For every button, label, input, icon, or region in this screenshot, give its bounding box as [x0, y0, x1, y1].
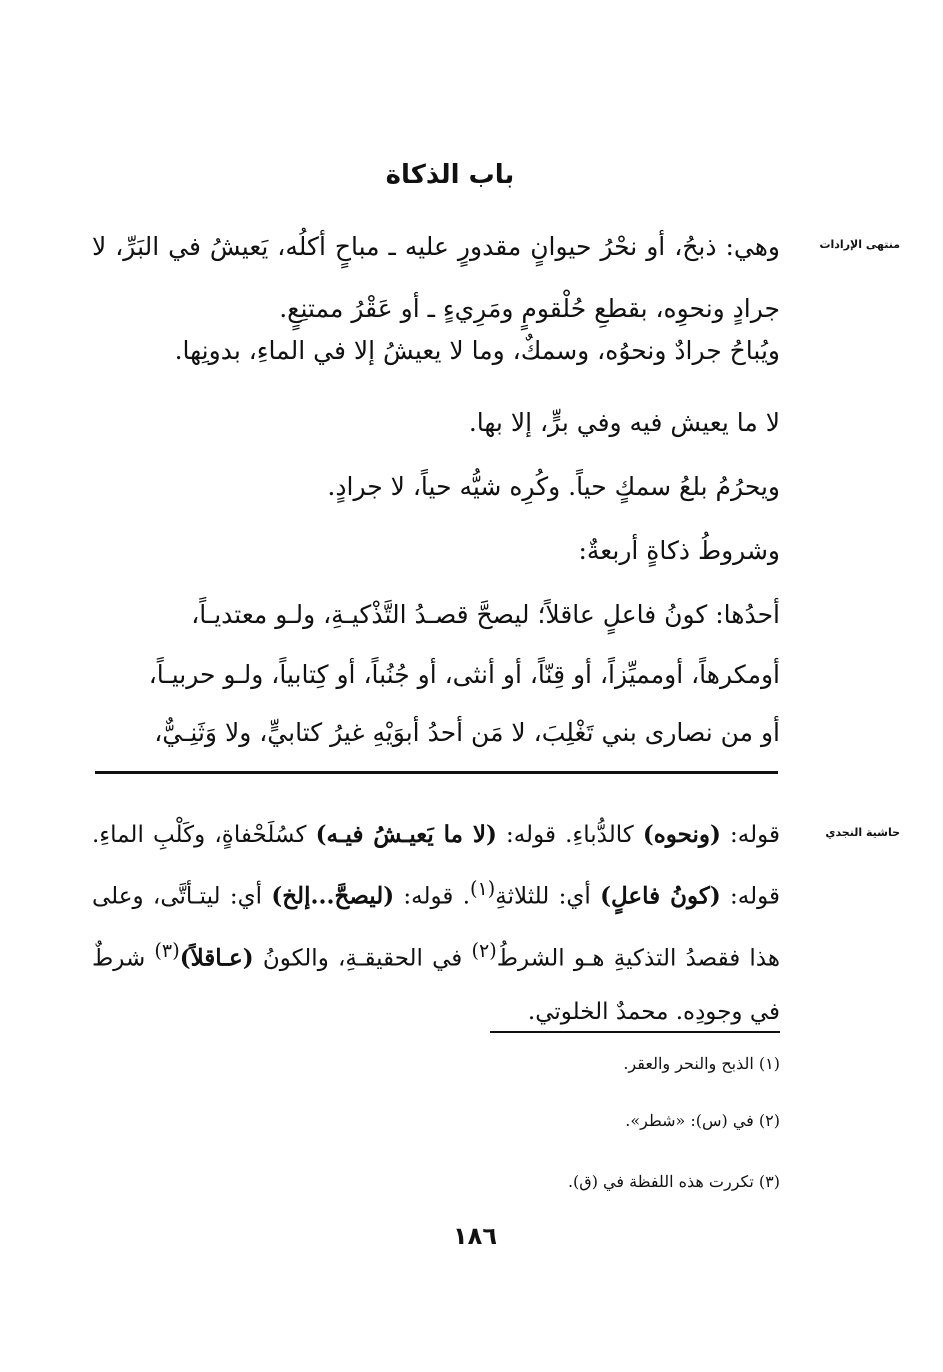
commentary-text: قوله: [720, 822, 780, 848]
commentary-lemma: (ونحوه) [642, 821, 721, 848]
main-paragraph-definition [92, 216, 780, 340]
footnote-1: (١) الذبح والنحر والعقر. [623, 1054, 780, 1073]
commentary-lemma: (عـاقلاً) [179, 944, 254, 972]
main-line-nasara: أو من نصارى بني تَغْلِبَ، لا مَن أحدُ أبوَيْهِ غيرُ كتابيٍّ، ولا وَثَنِـيٌّ، [154, 718, 780, 747]
commentary-text: شرطٌ في وجودِه. محمدٌ الخلوتي. [92, 945, 780, 1026]
main-commentary-separator [95, 771, 778, 774]
commentary-lemma: (لا ما يَعيـشُ فيـه) [315, 821, 497, 848]
commentary-text: في الحقيقـةِ، والكونُ [253, 945, 472, 972]
side-label-najdi: حاشية النجدي [825, 826, 900, 839]
commentary-text: كسُلَحْفاةٍ، وكَلْبِ الماءِ. قوله: [92, 822, 780, 910]
footnote-ref-2: (٢) [471, 938, 497, 962]
page-number: ١٨٦ [453, 1222, 497, 1250]
commentary-text: كالدُّباءِ. قوله: [496, 822, 643, 848]
footnote-2: (٢) في (س): «شطر». [625, 1111, 780, 1130]
side-label-muntaha: منتهى الإرادات [819, 238, 900, 251]
footnote-separator [490, 1031, 780, 1033]
commentary-text: أي: للثلاثةِ [495, 883, 601, 910]
main-line-mukrahan: أومكرهاً، أومميِّزاً، أو قِنّاً، أو أنثى، أو جُنُباً، أو كِتابياً، ولـو حربيـاً، [148, 660, 780, 689]
footnote-3: (٣) تكررت هذه اللفظة في (ق). [567, 1172, 780, 1191]
main-line-ubah: ويُباحُ جرادٌ ونحوُه، وسمكٌ، وما لا يعيشُ إلا في الماءِ، بدونِها. [174, 336, 780, 365]
main-line-yahrum: ويحرُمُ بلعُ سمكٍ حياً. وكُرِه شيُّه حياً، لا جرادٍ. [327, 472, 780, 501]
main-text-para1: وهي: ذبحُ، أو نحْرُ حيوانٍ مقدورٍ عليه ـ مباحٍ أكلُه، يَعيشُ في البَرِّ، لا جرادٍ ونحوِه، بقطعِ حُلْقومٍ ومَرِيءٍ ـ أو عَقْرُ ممتنِعٍ. [92, 232, 780, 323]
commentary-paragraph [92, 808, 780, 1039]
commentary-lemma: (ليصحَّ...إلخ) [271, 882, 395, 910]
commentary-text: أي: ليتـأتَّى، وعلى هذا فقصدُ التذكيةِ هـو الشرطُ [92, 883, 780, 972]
main-line-la-ma: لا ما يعيش فيه وفي برٍّ، إلا بها. [468, 408, 780, 437]
chapter-title: باب الذكاة [385, 160, 515, 190]
main-line-shurut: وشروطُ ذكاةٍ أربعةٌ: [578, 536, 780, 565]
commentary-lemma: (كونُ فاعلٍ) [600, 882, 721, 910]
footnote-ref-3: (٣) [154, 938, 180, 962]
footnote-ref-1: (١) [470, 877, 496, 900]
main-line-ahaduha: أحدُها: كونُ فاعلٍ عاقلاً؛ ليصحَّ قصـدُ التَّذْكيـةِ، ولـو معتديـاً، [191, 600, 780, 629]
commentary-text: . قوله: [394, 883, 471, 910]
